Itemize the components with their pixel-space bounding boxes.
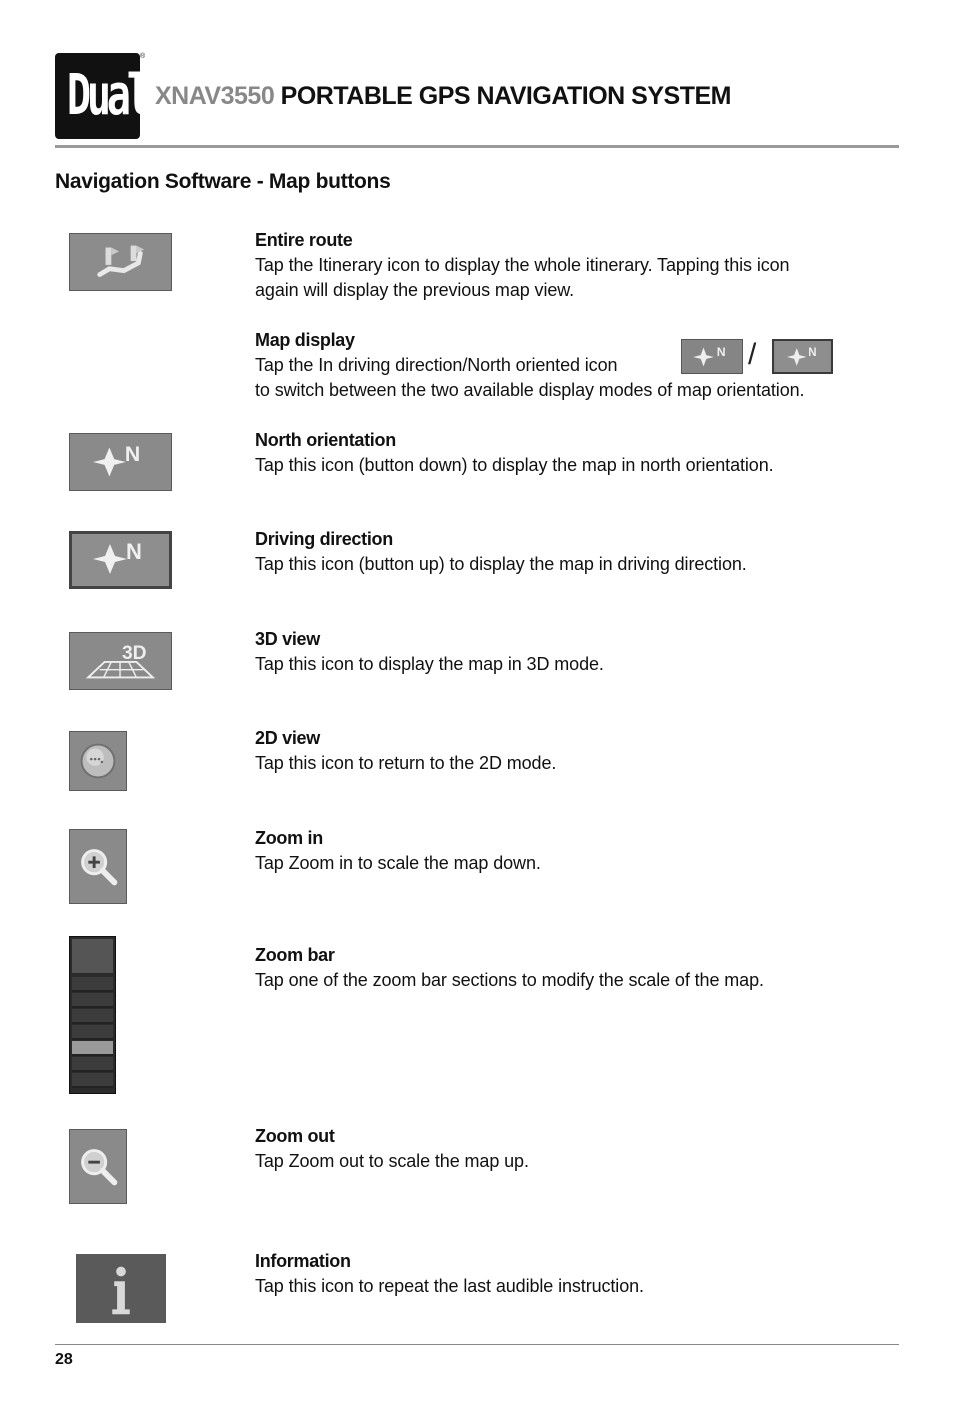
entry-3d-view xyxy=(255,627,895,677)
entry-description: Tap the In driving direction/North oriented icon xyxy=(255,355,618,375)
entry-description: Tap this icon (button down) to display the map in north orientation. xyxy=(255,455,774,475)
entry-title: Map display xyxy=(255,330,355,350)
entry-description: Tap this icon to return to the 2D mode. xyxy=(255,753,557,773)
entry-description: Tap this icon to display the map in 3D mode. xyxy=(255,654,604,674)
entry-title: Zoom out xyxy=(255,1126,335,1146)
svg-text:N: N xyxy=(808,347,817,360)
compass-north-icon xyxy=(69,433,172,491)
entry-description: Tap Zoom in to scale the map down. xyxy=(255,853,541,873)
page-number: 28 xyxy=(55,1351,73,1368)
dual-logo xyxy=(55,53,147,139)
compass-north-icon xyxy=(69,531,172,589)
entry-description: to switch between the two available display modes of map orientation. xyxy=(255,380,805,400)
information-icon xyxy=(76,1254,166,1323)
svg-text:N: N xyxy=(124,442,141,467)
entry-title: Driving direction xyxy=(255,529,393,549)
entry-title: North orientation xyxy=(255,430,396,450)
entry-description: Tap this icon (button up) to display the map in driving direction. xyxy=(255,554,747,574)
entry-title: Zoom in xyxy=(255,828,323,848)
zoom-in-icon xyxy=(69,829,127,904)
itinerary-icon xyxy=(69,233,172,291)
page-header-title xyxy=(155,82,731,111)
zoom-out-icon xyxy=(69,1129,127,1204)
svg-text:N: N xyxy=(126,539,142,564)
logo-text: Dual xyxy=(66,63,147,128)
product-title: PORTABLE GPS NAVIGATION SYSTEM xyxy=(280,82,731,110)
entry-entire-route xyxy=(255,228,895,303)
entry-description: Tap one of the zoom bar sections to modify the scale of the map. xyxy=(255,970,764,990)
section-title: Navigation Software - Map buttons xyxy=(55,170,391,193)
entry-description: again will display the previous map view. xyxy=(255,280,575,300)
registered-mark: ® xyxy=(140,53,146,60)
entry-zoom-in xyxy=(255,826,895,876)
entry-title: Entire route xyxy=(255,230,353,250)
3d-view-icon xyxy=(69,632,172,690)
entry-2d-view xyxy=(255,726,895,776)
entry-title: Information xyxy=(255,1251,351,1271)
entry-description: Tap this icon to repeat the last audible instruction. xyxy=(255,1276,644,1296)
entry-zoom-out xyxy=(255,1124,895,1174)
entry-information xyxy=(255,1249,895,1299)
entry-title: Zoom bar xyxy=(255,945,335,965)
separator-slash: / xyxy=(748,338,757,371)
compass-north-icon xyxy=(681,339,743,374)
entry-zoom-bar xyxy=(255,943,895,993)
svg-text:3D: 3D xyxy=(121,643,147,665)
entry-description: Tap the Itinerary icon to display the whole itinerary. Tapping this icon xyxy=(255,255,790,275)
compass-north-icon xyxy=(772,339,833,374)
entry-description: Tap Zoom out to scale the map up. xyxy=(255,1151,529,1171)
entry-title: 3D view xyxy=(255,629,320,649)
zoom-bar-icon xyxy=(69,936,116,1094)
svg-text:N: N xyxy=(716,345,726,360)
model-number: XNAV3550 xyxy=(155,82,275,110)
entry-driving-direction xyxy=(255,527,895,577)
2d-view-icon xyxy=(69,731,127,791)
header-divider xyxy=(55,145,899,148)
footer-divider xyxy=(55,1344,899,1345)
entry-north-orientation xyxy=(255,428,895,478)
entry-title: 2D view xyxy=(255,728,320,748)
